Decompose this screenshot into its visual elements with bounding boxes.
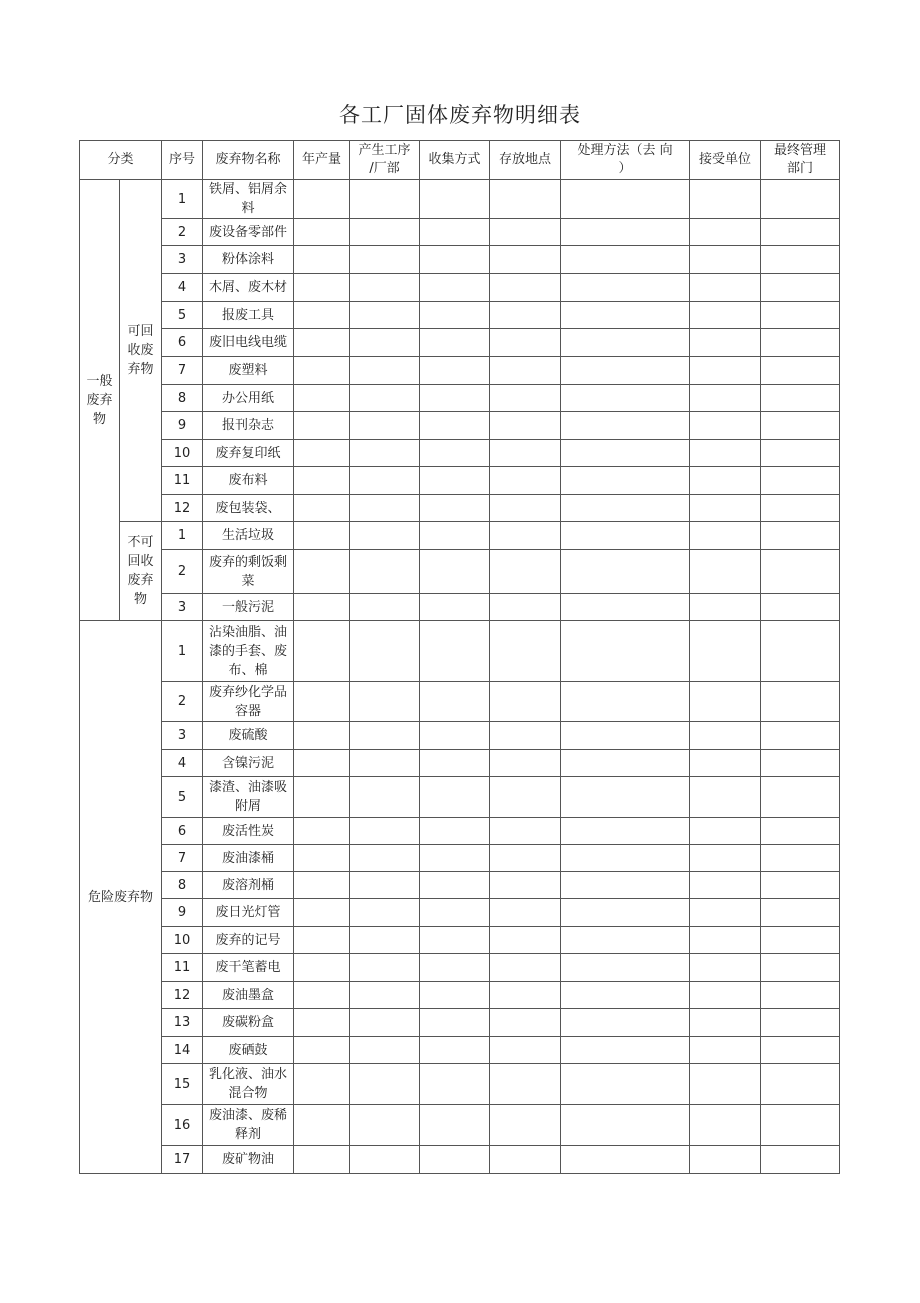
header-collection: 收集方式	[420, 141, 490, 180]
table-row	[80, 219, 840, 246]
header-process	[350, 141, 420, 180]
category-hazardous: 危险废弃物	[80, 621, 162, 1174]
row-seq: 12	[162, 982, 203, 1009]
header-storage: 存放地点	[490, 141, 561, 180]
table-row	[80, 777, 840, 818]
row-name: 废布料	[203, 467, 294, 495]
row-seq: 2	[162, 219, 203, 246]
row-name: 废油墨盒	[203, 982, 294, 1009]
table-row	[80, 927, 840, 954]
row-name: 生活垃圾	[203, 522, 294, 550]
row-name: 乳化液、油水混合物	[203, 1064, 294, 1105]
header-mgmt	[761, 141, 840, 180]
row-name: 废日光灯管	[203, 899, 294, 927]
table-row	[80, 1064, 840, 1105]
category-recyclable: 可回收废弃物	[120, 180, 162, 522]
row-name: 废矿物油	[203, 1146, 294, 1174]
row-name: 办公用纸	[203, 385, 294, 412]
row-name: 木屑、废木材	[203, 274, 294, 302]
table-row	[80, 818, 840, 845]
table-row	[80, 899, 840, 927]
row-seq: 7	[162, 357, 203, 385]
row-seq: 8	[162, 872, 203, 899]
table-row	[80, 440, 840, 467]
row-seq: 5	[162, 777, 203, 818]
table-row	[80, 180, 840, 219]
header-process-line1: 产生工序	[358, 143, 411, 158]
table-row	[80, 412, 840, 440]
waste-detail-table	[79, 140, 840, 1174]
row-seq: 7	[162, 845, 203, 872]
category-nonrecyclable: 不可回收废弃物	[120, 522, 162, 621]
row-seq: 14	[162, 1037, 203, 1064]
row-seq: 1	[162, 180, 203, 219]
header-treatment-line1: 处理方法（去 向	[577, 143, 673, 158]
row-seq: 9	[162, 899, 203, 927]
row-seq: 13	[162, 1009, 203, 1037]
row-seq: 11	[162, 954, 203, 982]
row-name: 沾染油脂、油漆的手套、废布、棉	[203, 621, 294, 682]
row-seq: 2	[162, 682, 203, 722]
row-seq: 1	[162, 522, 203, 550]
table-row	[80, 357, 840, 385]
header-process-line2: /厂部	[369, 161, 400, 176]
row-name: 废设备零部件	[203, 219, 294, 246]
page-title: 各工厂固体废弃物明细表	[339, 103, 581, 127]
table-row	[80, 682, 840, 722]
row-name: 废油漆桶	[203, 845, 294, 872]
row-name: 废弃的记号	[203, 927, 294, 954]
row-seq: 3	[162, 246, 203, 274]
row-seq: 10	[162, 927, 203, 954]
row-name: 废干笔蓄电	[203, 954, 294, 982]
header-treatment-line2: ）	[618, 161, 632, 176]
row-name: 废包装袋、	[203, 495, 294, 522]
row-name: 铁屑、铝屑余料	[203, 180, 294, 219]
header-category: 分类	[80, 141, 162, 180]
table-row	[80, 722, 840, 750]
row-name: 废硒鼓	[203, 1037, 294, 1064]
table-row	[80, 274, 840, 302]
row-seq: 1	[162, 621, 203, 682]
row-name: 废旧电线电缆	[203, 329, 294, 357]
table-row	[80, 550, 840, 594]
table-row	[80, 495, 840, 522]
header-row	[80, 141, 840, 180]
row-name: 漆渣、油漆吸附屑	[203, 777, 294, 818]
header-treatment	[561, 141, 690, 180]
row-name: 报刊杂志	[203, 412, 294, 440]
header-name: 废弃物名称	[203, 141, 294, 180]
header-seq: 序号	[162, 141, 203, 180]
row-name: 报废工具	[203, 302, 294, 329]
table-row	[80, 385, 840, 412]
row-name: 一般污泥	[203, 594, 294, 621]
table-row	[80, 621, 840, 682]
row-seq: 12	[162, 495, 203, 522]
row-seq: 5	[162, 302, 203, 329]
row-name: 废碳粉盒	[203, 1009, 294, 1037]
table-row	[80, 1105, 840, 1146]
row-seq: 3	[162, 594, 203, 621]
row-seq: 17	[162, 1146, 203, 1174]
row-name: 废弃的剩饭剩菜	[203, 550, 294, 594]
table-row	[80, 954, 840, 982]
table-row	[80, 1146, 840, 1174]
table-row	[80, 594, 840, 621]
header-annual-output: 年产量	[294, 141, 350, 180]
table-row	[80, 329, 840, 357]
row-seq: 3	[162, 722, 203, 750]
table-row	[80, 1009, 840, 1037]
row-seq: 4	[162, 274, 203, 302]
row-seq: 11	[162, 467, 203, 495]
row-name: 废活性炭	[203, 818, 294, 845]
table-row	[80, 246, 840, 274]
header-mgmt-line1: 最终管理	[774, 143, 827, 158]
row-name: 废弃纱化学品容器	[203, 682, 294, 722]
row-seq: 9	[162, 412, 203, 440]
row-name: 废溶剂桶	[203, 872, 294, 899]
table-row	[80, 522, 840, 550]
row-seq: 8	[162, 385, 203, 412]
row-seq: 15	[162, 1064, 203, 1105]
row-seq: 10	[162, 440, 203, 467]
row-seq: 6	[162, 329, 203, 357]
table-row	[80, 750, 840, 777]
row-seq: 4	[162, 750, 203, 777]
row-name: 含镍污泥	[203, 750, 294, 777]
header-mgmt-line2: 部门	[787, 161, 814, 176]
table-row	[80, 467, 840, 495]
row-name: 废塑料	[203, 357, 294, 385]
table-row	[80, 982, 840, 1009]
row-name: 废硫酸	[203, 722, 294, 750]
row-seq: 6	[162, 818, 203, 845]
table-row	[80, 302, 840, 329]
row-seq: 2	[162, 550, 203, 594]
table-row	[80, 845, 840, 872]
table-row	[80, 872, 840, 899]
row-name: 废油漆、废稀释剂	[203, 1105, 294, 1146]
row-name: 粉体涂料	[203, 246, 294, 274]
row-name: 废弃复印纸	[203, 440, 294, 467]
table-row	[80, 1037, 840, 1064]
header-receiver: 接受单位	[690, 141, 761, 180]
row-seq: 16	[162, 1105, 203, 1146]
category-general: 一般废弃物	[80, 180, 120, 621]
